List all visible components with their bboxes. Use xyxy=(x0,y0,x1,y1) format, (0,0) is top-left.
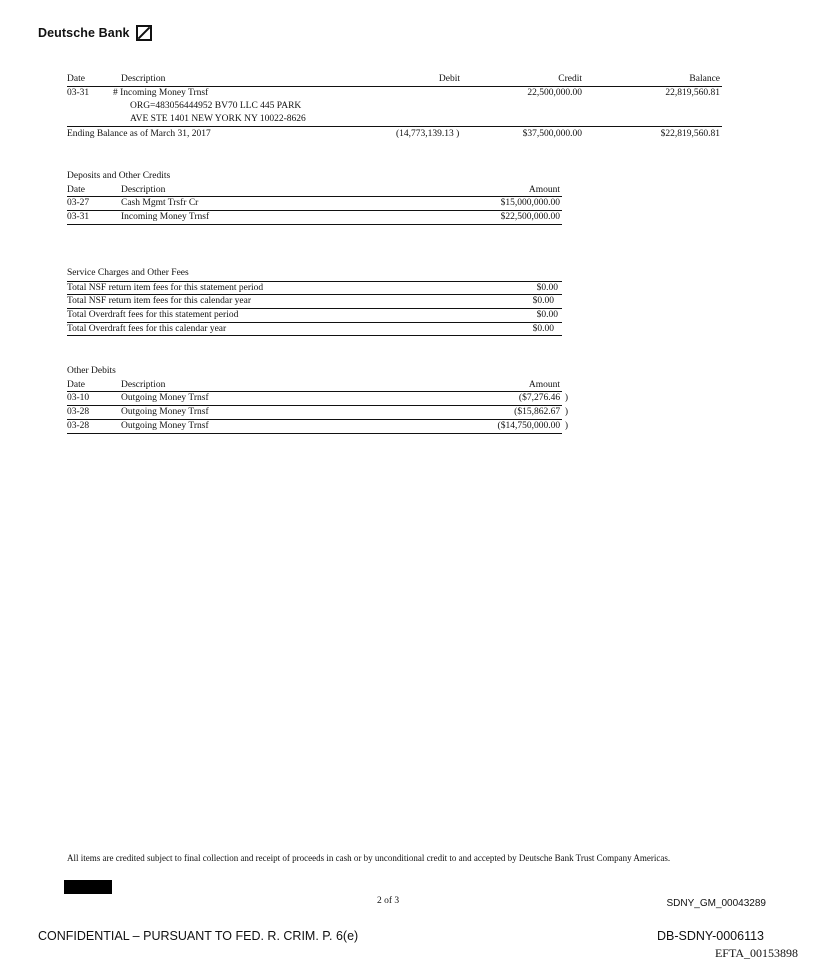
row-detail-line-1: ORG=483056444952 BV70 LLC 445 PARK xyxy=(130,101,302,111)
section-title: Deposits and Other Credits xyxy=(67,171,171,181)
header-divider xyxy=(67,281,562,282)
row-divider xyxy=(67,294,562,295)
col-header-credit: Credit xyxy=(558,74,582,84)
ending-balance-debit: (14,773,139.13 ) xyxy=(396,129,460,139)
ending-balance-total: $22,819,560.81 xyxy=(660,129,720,139)
bates-number-db: DB-SDNY-0006113 xyxy=(656,929,764,943)
col-header-amount: Amount xyxy=(528,185,560,195)
row-date: 03-10 xyxy=(67,393,90,403)
row-amount: ($7,276.46 ) xyxy=(518,393,568,403)
row-detail-line-2: AVE STE 1401 NEW YORK NY 10022-8626 xyxy=(130,114,306,124)
col-header-date: Date xyxy=(67,380,85,390)
row-divider xyxy=(67,224,562,225)
row-description: Outgoing Money Trnsf xyxy=(121,407,209,417)
deutsche-bank-logo-icon xyxy=(136,25,152,41)
fee-amount: $0.00 xyxy=(532,324,554,334)
section-title: Other Debits xyxy=(67,366,116,376)
bates-number-sdny: SDNY_GM_00043289 xyxy=(666,898,766,909)
row-amount: $15,000,000.00 xyxy=(500,198,560,208)
row-divider xyxy=(67,210,562,211)
confidential-notice: CONFIDENTIAL – PURSUANT TO FED. R. CRIM. P. 6(e) xyxy=(38,929,359,943)
redaction-block xyxy=(64,880,112,894)
col-header-debit: Debit xyxy=(438,74,460,84)
bank-name: Deutsche Bank xyxy=(38,26,130,40)
page-number: 2 of 3 xyxy=(377,896,400,906)
row-date: 03-28 xyxy=(67,407,90,417)
fee-label: Total Overdraft fees for this calendar year xyxy=(67,324,227,334)
header-divider xyxy=(67,86,722,87)
row-date: 03-28 xyxy=(67,421,90,431)
row-date: 03-27 xyxy=(67,198,90,208)
fee-amount: $0.00 xyxy=(536,310,558,320)
header-divider xyxy=(67,196,562,197)
row-amount: ($15,862.67 ) xyxy=(514,407,568,417)
col-header-description: Description xyxy=(121,185,166,195)
fee-amount: $0.00 xyxy=(532,296,554,306)
ending-balance-divider xyxy=(67,126,722,127)
row-divider xyxy=(67,308,562,309)
row-description: Outgoing Money Trnsf xyxy=(121,421,209,431)
row-description: # Incoming Money Trnsf xyxy=(113,88,209,98)
row-divider xyxy=(67,335,562,336)
col-header-date: Date xyxy=(67,185,85,195)
row-date: 03-31 xyxy=(67,88,90,98)
bank-header xyxy=(38,25,152,41)
row-description: Cash Mgmt Trsfr Cr xyxy=(121,198,199,208)
col-header-description: Description xyxy=(121,380,166,390)
row-amount: ($14,750,000.00 ) xyxy=(497,421,568,431)
row-description: Incoming Money Trnsf xyxy=(121,212,210,222)
row-divider xyxy=(67,322,562,323)
col-header-balance: Balance xyxy=(689,74,720,84)
row-date: 03-31 xyxy=(67,212,90,222)
fee-label: Total NSF return item fees for this statement period xyxy=(67,283,264,293)
header-divider xyxy=(67,391,562,392)
col-header-amount: Amount xyxy=(528,380,560,390)
row-divider xyxy=(67,419,562,420)
bates-number-efta: EFTA_00153898 xyxy=(714,946,798,960)
fee-amount: $0.00 xyxy=(536,283,558,293)
ending-balance-credit: $37,500,000.00 xyxy=(522,129,582,139)
col-header-date: Date xyxy=(67,74,85,84)
fee-label: Total Overdraft fees for this statement period xyxy=(67,310,239,320)
row-divider xyxy=(67,433,562,434)
row-amount: $22,500,000.00 xyxy=(500,212,560,222)
section-title: Service Charges and Other Fees xyxy=(67,268,189,278)
row-divider xyxy=(67,405,562,406)
ending-balance-label: Ending Balance as of March 31, 2017 xyxy=(67,129,211,139)
col-header-description: Description xyxy=(121,74,166,84)
row-description: Outgoing Money Trnsf xyxy=(121,393,209,403)
row-credit: 22,500,000.00 xyxy=(527,88,582,98)
fee-label: Total NSF return item fees for this calendar year xyxy=(67,296,251,306)
row-balance: 22,819,560.81 xyxy=(665,88,720,98)
collection-footnote: All items are credited subject to final collection and receipt of proceeds in cash or by unconditional credit to and accepted by Deutsche Bank Trust Company Americas. xyxy=(67,853,671,863)
